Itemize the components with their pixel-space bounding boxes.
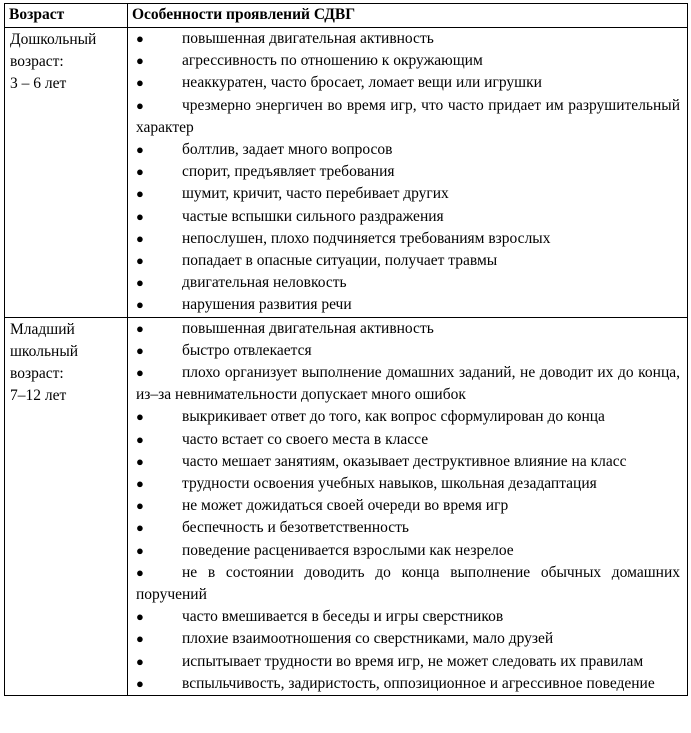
bullet-icon: ● bbox=[136, 320, 144, 336]
bullet-icon: ● bbox=[136, 275, 144, 291]
feature-text: часто мешает занятиям, оказывает деструктивное влияние на класс bbox=[182, 452, 627, 470]
list-item bbox=[136, 451, 680, 473]
bullet-icon: ● bbox=[136, 609, 144, 625]
feature-text: двигательная неловкость bbox=[182, 274, 347, 292]
feature-text: попадает в опасные ситуации, получает травмы bbox=[182, 252, 498, 270]
list-item bbox=[136, 28, 680, 50]
list-item bbox=[136, 473, 680, 495]
bullet-icon: ● bbox=[136, 409, 144, 425]
list-item bbox=[136, 272, 680, 294]
bullet-icon: ● bbox=[136, 297, 144, 313]
list-item bbox=[136, 562, 680, 606]
list-item bbox=[136, 628, 680, 650]
feature-text: плохо организует выполнение домашних заданий, не доводит их до конца, из–за невнимательности допускает много ошибок bbox=[136, 364, 680, 404]
bullet-icon: ● bbox=[136, 186, 144, 202]
bullet-icon: ● bbox=[136, 431, 144, 447]
list-item bbox=[136, 183, 680, 205]
list-item bbox=[136, 139, 680, 161]
feature-text: плохие взаимоотношения со сверстниками, мало друзей bbox=[182, 630, 554, 648]
list-item bbox=[136, 651, 680, 673]
bullet-icon: ● bbox=[136, 253, 144, 269]
bullet-icon: ● bbox=[136, 653, 144, 669]
list-item bbox=[136, 250, 680, 272]
features-list bbox=[128, 28, 687, 317]
bullet-icon: ● bbox=[136, 53, 144, 69]
age-group-cell bbox=[5, 28, 128, 318]
adhd-features-table bbox=[4, 3, 688, 696]
feature-text: трудности освоения учебных навыков, школьная дезадаптация bbox=[182, 475, 597, 493]
bullet-icon: ● bbox=[136, 564, 144, 580]
features-list bbox=[128, 318, 687, 695]
list-item bbox=[136, 517, 680, 539]
table-row bbox=[5, 317, 688, 695]
feature-text: поведение расценивается взрослыми как незрелое bbox=[182, 541, 514, 559]
list-item bbox=[136, 406, 680, 428]
list-item bbox=[136, 228, 680, 250]
bullet-icon: ● bbox=[136, 142, 144, 158]
bullet-icon: ● bbox=[136, 542, 144, 558]
age-group-label-line: возраст: bbox=[10, 53, 64, 70]
feature-text: непослушен, плохо подчиняется требованиям взрослых bbox=[182, 229, 551, 247]
list-item bbox=[136, 673, 680, 695]
age-group-label-line: 7–12 лет bbox=[10, 386, 67, 404]
bullet-icon: ● bbox=[136, 631, 144, 647]
list-item bbox=[136, 540, 680, 562]
bullet-icon: ● bbox=[136, 520, 144, 536]
header-age: Возраст bbox=[5, 4, 128, 28]
list-item bbox=[136, 72, 680, 94]
bullet-icon: ● bbox=[136, 208, 144, 224]
feature-text: не в состоянии доводить до конца выполнение обычных домашних поручений bbox=[136, 563, 680, 604]
list-item bbox=[136, 606, 680, 628]
feature-text: испытывает трудности во время игр, не может следовать их правилам bbox=[182, 652, 644, 670]
bullet-icon: ● bbox=[136, 476, 144, 492]
list-item bbox=[136, 95, 680, 139]
age-group-label-line: Младший bbox=[10, 320, 75, 338]
feature-text: агрессивность по отношению к окружающим bbox=[182, 52, 483, 70]
feature-text: быстро отвлекается bbox=[182, 341, 312, 359]
feature-text: частые вспышки сильного раздражения bbox=[182, 207, 444, 225]
table-row bbox=[5, 28, 688, 318]
bullet-icon: ● bbox=[136, 31, 144, 46]
feature-text: чрезмерно энергичен во время игр, что часто придает им разрушительный характер bbox=[136, 96, 680, 136]
bullet-icon: ● bbox=[136, 453, 144, 469]
feature-text: спорит, предъявляет требования bbox=[182, 163, 395, 181]
list-item bbox=[136, 340, 680, 362]
features-cell bbox=[128, 317, 688, 695]
age-group-label-line: 3 – 6 лет bbox=[10, 75, 67, 92]
bullet-icon: ● bbox=[136, 75, 144, 91]
feature-text: часто встает со своего места в классе bbox=[182, 430, 429, 448]
age-group-label-line: Дошкольный bbox=[10, 31, 97, 48]
list-item bbox=[136, 495, 680, 517]
list-item bbox=[136, 362, 680, 406]
bullet-icon: ● bbox=[136, 342, 144, 358]
feature-text: повышенная двигательная активность bbox=[182, 30, 434, 47]
list-item bbox=[136, 161, 680, 183]
header-features: Особенности проявлений СДВГ bbox=[128, 4, 688, 28]
bullet-icon: ● bbox=[136, 365, 144, 381]
list-item bbox=[136, 294, 680, 316]
age-group-label-line: возраст: bbox=[10, 364, 64, 382]
feature-text: выкрикивает ответ до того, как вопрос сформулирован до конца bbox=[182, 408, 605, 426]
bullet-icon: ● bbox=[136, 675, 144, 691]
table-body bbox=[5, 28, 688, 696]
feature-text: шумит, кричит, часто перебивает других bbox=[182, 185, 449, 203]
age-group-label-line: школьный bbox=[10, 342, 79, 360]
feature-text: не может дожидаться своей очереди во время игр bbox=[182, 497, 509, 515]
age-group-cell bbox=[5, 317, 128, 695]
feature-text: болтлив, задает много вопросов bbox=[182, 141, 393, 159]
feature-text: нарушения развития речи bbox=[182, 296, 352, 314]
feature-text: неаккуратен, часто бросает, ломает вещи или игрушки bbox=[182, 74, 542, 92]
bullet-icon: ● bbox=[136, 97, 144, 113]
bullet-icon: ● bbox=[136, 498, 144, 514]
table-header-row bbox=[5, 4, 688, 28]
list-item bbox=[136, 50, 680, 72]
bullet-icon: ● bbox=[136, 164, 144, 180]
feature-text: беспечность и безответственность bbox=[182, 519, 409, 537]
list-item bbox=[136, 206, 680, 228]
list-item bbox=[136, 318, 680, 340]
features-cell bbox=[128, 28, 688, 318]
feature-text: повышенная двигательная активность bbox=[182, 319, 434, 337]
list-item bbox=[136, 429, 680, 451]
feature-text: вспыльчивость, задиристость, оппозиционное и агрессивное поведение bbox=[182, 674, 655, 692]
feature-text: часто вмешивается в беседы и игры сверстников bbox=[182, 608, 504, 626]
bullet-icon: ● bbox=[136, 230, 144, 246]
